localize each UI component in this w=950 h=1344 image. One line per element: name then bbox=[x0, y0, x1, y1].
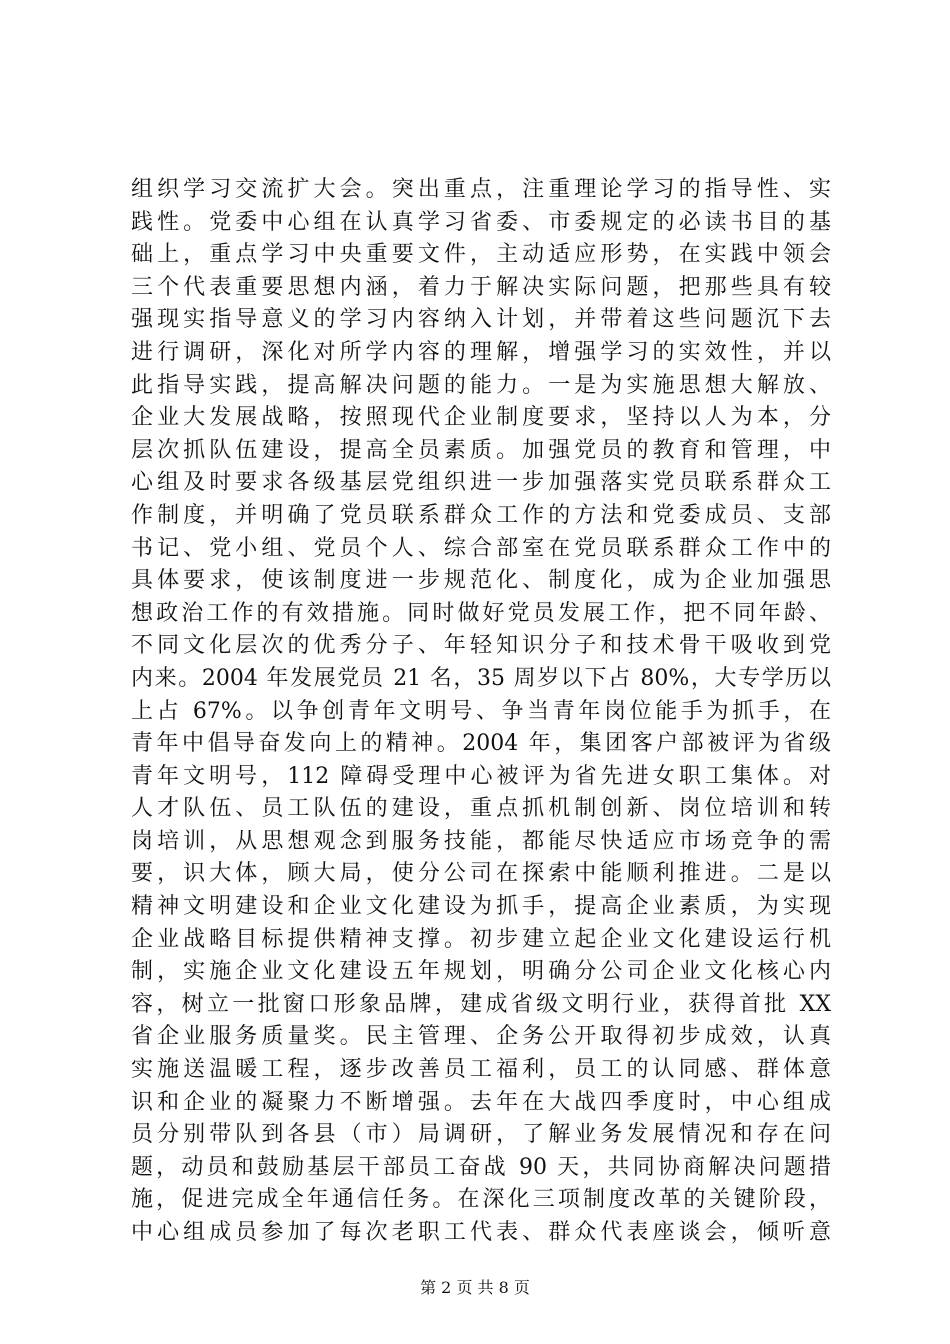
text-line: 员分别带队到各县（市）局调研，了解业务发展情况和存在问 bbox=[131, 1122, 831, 1148]
text-line: 岗培训，从思想观念到服务技能，都能尽快适应市场竞争的需 bbox=[131, 828, 831, 854]
text-line: 企业战略目标提供精神支撑。初步建立起企业文化建设运行机 bbox=[131, 926, 831, 952]
text-line: 内来。2004 年发展党员 21 名，35 周岁以下占 80%，大专学历以 bbox=[131, 665, 831, 691]
text-line: 青年中倡导奋发向上的精神。2004 年，集团客户部被评为省级 bbox=[131, 731, 831, 757]
text-line: 此指导实践，提高解决问题的能力。一是为实施思想大解放、 bbox=[131, 372, 831, 398]
text-line: 组织学习交流扩大会。突出重点，注重理论学习的指导性、实 bbox=[131, 177, 831, 202]
text-line: 青年文明号，112 障碍受理中心被评为省先进女职工集体。对 bbox=[131, 763, 831, 789]
text-line: 础上，重点学习中央重要文件，主动适应形势，在实践中领会 bbox=[131, 242, 831, 268]
text-line: 制，实施企业文化建设五年规划，明确分公司企业文化核心内 bbox=[131, 959, 831, 985]
text-line: 不同文化层次的优秀分子、年轻知识分子和技术骨干吸收到党 bbox=[131, 633, 831, 659]
text-line: 施，促进完成全年通信任务。在深化三项制度改革的关键阶段， bbox=[131, 1187, 831, 1213]
text-line: 书记、党小组、党员个人、综合部室在党员联系群众工作中的 bbox=[131, 535, 831, 561]
text-line: 作制度，并明确了党员联系群众工作的方法和党委成员、支部 bbox=[131, 502, 831, 528]
text-line: 进行调研，深化对所学内容的理解，增强学习的实效性，并以 bbox=[131, 339, 831, 365]
page-footer: 第 2 页 共 8 页 bbox=[420, 1278, 530, 1297]
text-line: 容，树立一批窗口形象品牌，建成省级文明行业，获得首批 XX bbox=[131, 991, 831, 1017]
text-line: 省企业服务质量奖。民主管理、企务公开取得初步成效，认真 bbox=[131, 1024, 831, 1050]
text-line: 企业大发展战略，按照现代企业制度要求，坚持以人为本，分 bbox=[131, 405, 831, 431]
text-line: 人才队伍、员工队伍的建设，重点抓机制创新、岗位培训和转 bbox=[131, 796, 831, 822]
text-line: 中心组成员参加了每次老职工代表、群众代表座谈会，倾听意 bbox=[131, 1220, 831, 1245]
text-line: 上占 67%。以争创青年文明号、争当青年岗位能手为抓手，在 bbox=[131, 698, 831, 724]
text-line: 实施送温暖工程，逐步改善员工福利，员工的认同感、群体意 bbox=[131, 1057, 831, 1083]
text-line: 具体要求，使该制度进一步规范化、制度化，成为企业加强思 bbox=[131, 568, 831, 594]
text-line: 题，动员和鼓励基层干部员工奋战 90 天，共同协商解决问题措 bbox=[131, 1154, 831, 1180]
body-text bbox=[131, 174, 831, 1250]
text-line: 想政治工作的有效措施。同时做好党员发展工作，把不同年龄、 bbox=[131, 600, 831, 626]
text-line: 践性。党委中心组在认真学习省委、市委规定的必读书目的基 bbox=[131, 209, 831, 235]
text-line: 强现实指导意义的学习内容纳入计划，并带着这些问题沉下去 bbox=[131, 307, 831, 333]
text-line: 精神文明建设和企业文化建设为抓手，提高企业素质，为实现 bbox=[131, 894, 831, 920]
text-line: 层次抓队伍建设，提高全员素质。加强党员的教育和管理，中 bbox=[131, 437, 831, 463]
text-line: 心组及时要求各级基层党组织进一步加强落实党员联系群众工 bbox=[131, 470, 831, 496]
text-line: 三个代表重要思想内涵，着力于解决实际问题，把那些具有较 bbox=[131, 274, 831, 300]
text-line: 要，识大体，顾大局，使分公司在探索中能顺利推进。二是以 bbox=[131, 861, 831, 887]
text-line: 识和企业的凝聚力不断增强。去年在大战四季度时，中心组成 bbox=[131, 1089, 831, 1115]
